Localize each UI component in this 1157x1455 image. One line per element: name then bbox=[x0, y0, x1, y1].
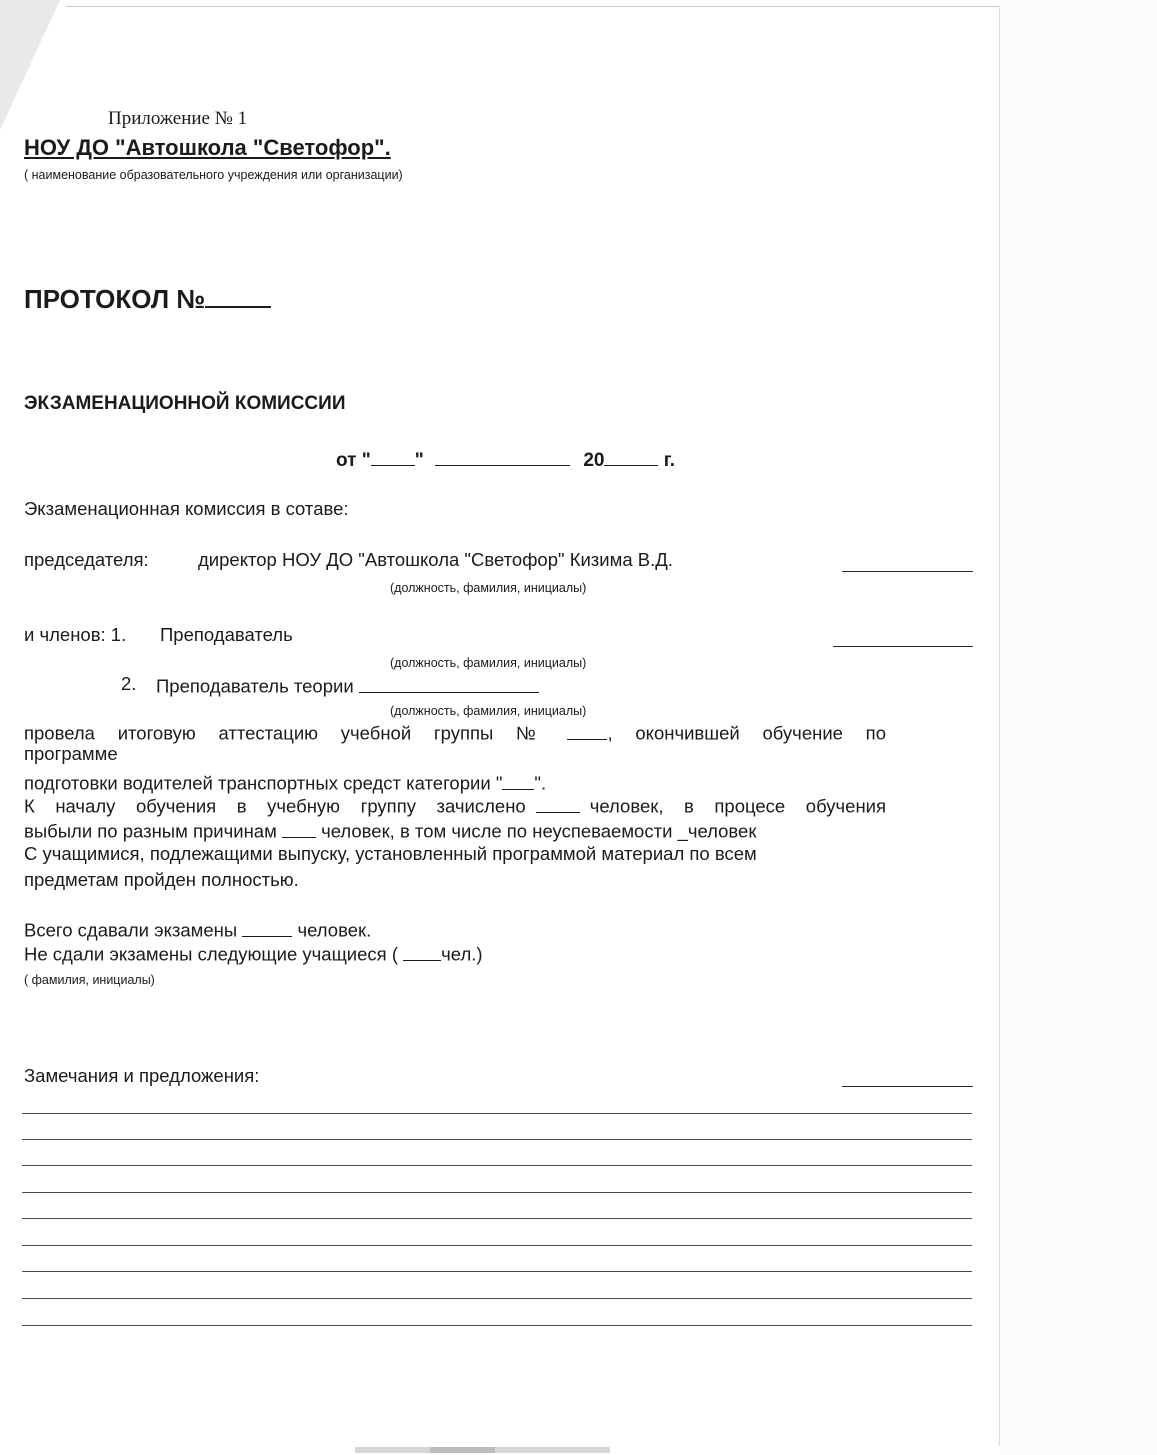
paragraph-line-3-a: подготовки водителей транспортных средст категории " bbox=[24, 772, 503, 794]
member-1-signature-line bbox=[833, 646, 973, 647]
paragraph-line-1 bbox=[24, 720, 886, 745]
scan-artifact-dark bbox=[430, 1447, 495, 1453]
paragraph-line-2: программе bbox=[24, 743, 118, 764]
protocol-date bbox=[336, 446, 675, 472]
date-year: 20 bbox=[583, 450, 605, 471]
paragraph-line-6: С учащимися, подлежащими выпуску, установленный программой материал по всем bbox=[24, 843, 757, 864]
month-blank bbox=[435, 446, 570, 466]
remarks-line bbox=[22, 1218, 972, 1219]
paragraph-line-7: предметам пройден полностью. bbox=[24, 869, 299, 890]
members-label: и членов: 1. bbox=[24, 624, 127, 645]
date-quote: " bbox=[414, 450, 424, 471]
member-2-blank bbox=[359, 673, 539, 693]
exams-total-blank bbox=[242, 917, 292, 937]
protocol-title-text: ПРОТОКОЛ № bbox=[24, 284, 206, 314]
protocol-number-blank bbox=[205, 280, 271, 308]
chairman-value: директор НОУ ДО "Автошкола "Светофор" Кизима В.Д. bbox=[198, 549, 673, 570]
exams-total-b: человек. bbox=[297, 919, 372, 941]
exams-failed-caption: ( фамилия, инициалы) bbox=[24, 973, 155, 987]
paragraph-line-1-a: провела итоговую аттестацию учебной группы № bbox=[24, 722, 554, 744]
paragraph-line-4 bbox=[24, 793, 886, 818]
org-name: НОУ ДО "Автошкола "Светофор". bbox=[24, 135, 391, 160]
paragraph-line-3 bbox=[24, 770, 546, 795]
member-2-number: 2. bbox=[121, 673, 137, 694]
exams-failed-a: Не сдали экзамены следующие учащиеся ( bbox=[24, 943, 398, 965]
paragraph-line-5 bbox=[24, 818, 756, 843]
page-edge bbox=[1000, 0, 1157, 1455]
dropped-blank bbox=[282, 818, 316, 838]
org-caption: ( наименование образовательного учреждения или организации) bbox=[24, 168, 403, 182]
member-2-text: Преподаватель теории bbox=[156, 675, 354, 697]
remarks-signature-line bbox=[842, 1086, 973, 1087]
member-2 bbox=[156, 673, 539, 698]
paragraph-line-1-b: , окончившей обучение по bbox=[607, 722, 886, 744]
remarks-label: Замечания и предложения: bbox=[24, 1065, 260, 1086]
member-1-caption: (должность, фамилия, инициалы) bbox=[390, 656, 587, 670]
year-blank bbox=[604, 446, 658, 466]
group-number-blank bbox=[567, 720, 607, 740]
paragraph-line-5-a: выбыли по разным причинам bbox=[24, 820, 277, 842]
exams-failed-b: чел.) bbox=[441, 943, 483, 965]
exams-failed-blank bbox=[403, 941, 441, 961]
chairman-label: председателя: bbox=[24, 549, 149, 570]
category-blank bbox=[502, 770, 534, 790]
remarks-line bbox=[22, 1113, 972, 1114]
date-prefix: от " bbox=[336, 450, 371, 471]
remarks-line bbox=[22, 1139, 972, 1140]
paragraph-line-4-a: К началу обучения в учебную группу зачислено bbox=[24, 795, 526, 817]
remarks-line bbox=[22, 1165, 972, 1166]
remarks-line bbox=[22, 1271, 972, 1272]
chairman-signature-line bbox=[842, 571, 973, 572]
day-blank bbox=[371, 446, 415, 466]
exams-total-a: Всего сдавали экзамены bbox=[24, 919, 238, 941]
date-suffix: г. bbox=[663, 450, 676, 471]
enrolled-blank bbox=[536, 793, 580, 813]
appendix-label: Приложение № 1 bbox=[108, 108, 248, 129]
remarks-line bbox=[22, 1298, 972, 1299]
chairman-caption: (должность, фамилия, инициалы) bbox=[390, 581, 587, 595]
remarks-line bbox=[22, 1325, 972, 1326]
composition-intro: Экзаменационная комиссия в сотаве: bbox=[24, 498, 349, 519]
paragraph-line-4-b: человек, в процесе обучения bbox=[589, 795, 887, 817]
protocol-title bbox=[24, 280, 271, 315]
paragraph-line-3-b: ". bbox=[534, 772, 547, 794]
exams-total bbox=[24, 917, 371, 942]
member-2-caption: (должность, фамилия, инициалы) bbox=[390, 704, 587, 718]
page-fold-shadow bbox=[0, 0, 60, 130]
remarks-line bbox=[22, 1245, 972, 1246]
page-right-edge bbox=[999, 6, 1000, 1446]
exams-failed bbox=[24, 941, 483, 966]
paragraph-line-5-b: человек, в том числе по неуспеваемости _человек bbox=[321, 820, 757, 842]
remarks-line bbox=[22, 1192, 972, 1193]
page-top-edge bbox=[66, 6, 1000, 7]
commission-title: ЭКЗАМЕНАЦИОННОЙ КОМИССИИ bbox=[24, 393, 346, 414]
member-1: Преподаватель bbox=[160, 624, 293, 645]
